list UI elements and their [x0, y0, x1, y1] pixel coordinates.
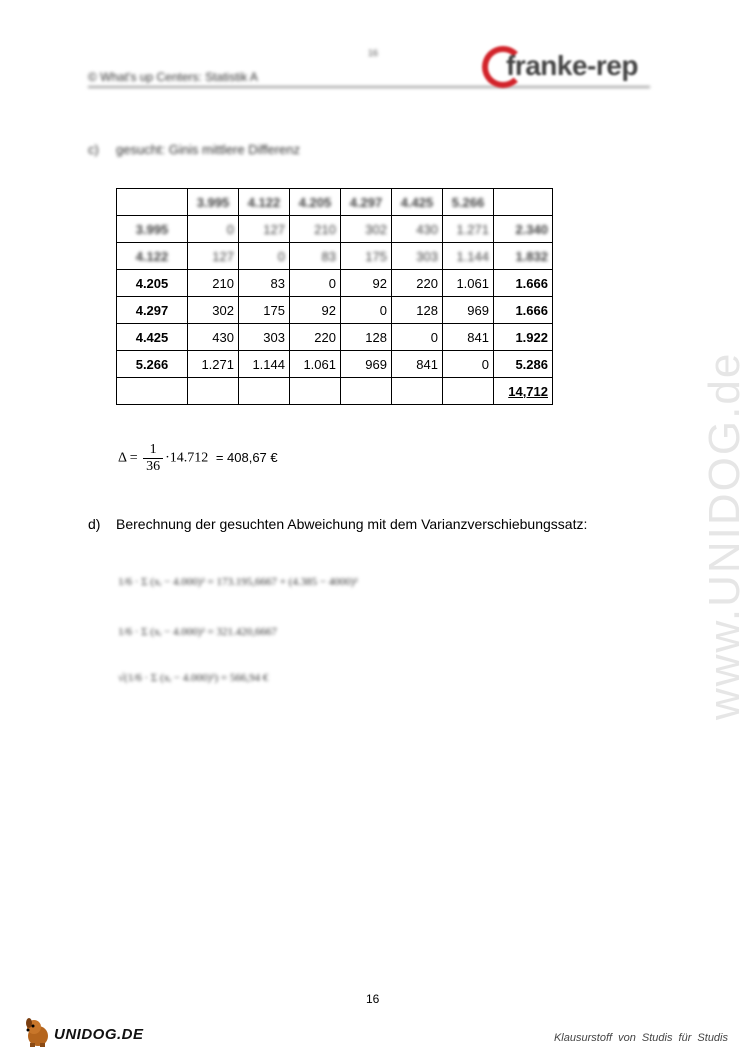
empty-cell: [290, 378, 341, 405]
std-deviation-formula: √(1/6 · Σ (xᵢ − 4.000)²) = 566,94 €: [118, 672, 269, 684]
table-cell: 430: [188, 324, 239, 351]
section-c-heading: [88, 142, 300, 157]
section-d-text: Berechnung der gesuchten Abweichung mit dem Varianzverschiebungssatz:: [116, 516, 588, 532]
row-header: 4.297: [117, 297, 188, 324]
fraction-denominator: 36: [146, 459, 161, 474]
delta-result: = 408,67 €: [215, 449, 278, 465]
row-header: 5.266: [117, 351, 188, 378]
table-cell: 841: [392, 351, 443, 378]
delta-multiplier: ·14.712: [165, 450, 209, 466]
table-cell: 969: [341, 351, 392, 378]
table-cell: 1.061: [443, 270, 494, 297]
dog-mascot-icon: [24, 1016, 52, 1048]
row-header: 4.122: [117, 243, 188, 270]
grand-total: 14,712: [508, 383, 548, 399]
table-cell: 303: [392, 243, 443, 270]
section-c-label: c): [88, 142, 99, 157]
empty-cell: [341, 378, 392, 405]
table-cell: 220: [290, 324, 341, 351]
franke-rep-logo: [482, 46, 652, 86]
table-row: [117, 297, 553, 324]
header-page-number: 16: [368, 48, 379, 58]
col-header: 4.297: [341, 189, 392, 216]
table-cell: 0: [341, 297, 392, 324]
table-cell: 1.144: [239, 351, 290, 378]
logo-text: franke-rep: [506, 50, 638, 81]
unidog-watermark: www.UNIDOG.de: [700, 351, 749, 720]
table-cell: 1.271: [188, 351, 239, 378]
fraction: [143, 442, 163, 475]
table-cell: 303: [239, 324, 290, 351]
footer-tagline: Klausurstoff von Studis für Studis: [553, 1032, 728, 1044]
table-cell: 127: [239, 216, 290, 243]
table-row: [117, 243, 553, 270]
empty-cell: [239, 378, 290, 405]
table-cell: 128: [392, 297, 443, 324]
row-header: 4.425: [117, 324, 188, 351]
row-sum: 5.286: [494, 351, 553, 378]
table-cell: 0: [239, 243, 290, 270]
table-cell: 0: [290, 270, 341, 297]
footer-page-number: 16: [366, 992, 380, 1006]
row-header: 3.995: [117, 216, 188, 243]
col-header: 4.205: [290, 189, 341, 216]
table-cell: 220: [392, 270, 443, 297]
table-cell: 0: [443, 351, 494, 378]
gini-difference-table: [116, 188, 553, 405]
empty-cell: [188, 378, 239, 405]
table-cell: 1.061: [290, 351, 341, 378]
col-header: 3.995: [188, 189, 239, 216]
table-row: [117, 324, 553, 351]
row-sum: 1.666: [494, 270, 553, 297]
unidog-logo: [24, 1016, 154, 1050]
table-row: [117, 351, 553, 378]
table-cell: 1.144: [443, 243, 494, 270]
table-row: [117, 270, 553, 297]
empty-cell: [443, 378, 494, 405]
header-title: © What's up Centers: Statistik A: [88, 70, 258, 84]
empty-cell: [392, 378, 443, 405]
table-total-row: [117, 378, 553, 405]
variance-formula-1: 1/6 · Σ (xᵢ − 4.000)² = 173.195,6667 + (4.385 − 4000)²: [118, 576, 358, 588]
table-cell: 430: [392, 216, 443, 243]
table-cell: 1.271: [443, 216, 494, 243]
col-header: 4.122: [239, 189, 290, 216]
table-header-row: [117, 189, 553, 216]
sum-header-cell: [494, 189, 553, 216]
table-cell: 92: [341, 270, 392, 297]
table-cell: 175: [239, 297, 290, 324]
table-cell: 127: [188, 243, 239, 270]
section-d-label: d): [88, 516, 101, 532]
row-header: 4.205: [117, 270, 188, 297]
table-cell: 210: [188, 270, 239, 297]
variance-formula-2: 1/6 · Σ (xᵢ − 4.000)² = 321.420,6667: [118, 626, 277, 638]
table-cell: 0: [188, 216, 239, 243]
delta-symbol: Δ =: [118, 450, 138, 466]
table-cell: 83: [290, 243, 341, 270]
table-cell: 175: [341, 243, 392, 270]
table-row: [117, 216, 553, 243]
table-cell: 0: [392, 324, 443, 351]
table-cell: 92: [290, 297, 341, 324]
table-cell: 83: [239, 270, 290, 297]
table-corner-cell: [117, 189, 188, 216]
table-cell: 302: [188, 297, 239, 324]
header-divider: [88, 86, 650, 88]
table-cell: 302: [341, 216, 392, 243]
table-cell: 841: [443, 324, 494, 351]
table-cell: 128: [341, 324, 392, 351]
row-sum: 1.922: [494, 324, 553, 351]
table-cell: 210: [290, 216, 341, 243]
col-header: 4.425: [392, 189, 443, 216]
delta-formula: [118, 442, 278, 475]
fraction-numerator: 1: [143, 442, 163, 459]
table-cell: 969: [443, 297, 494, 324]
total-cell: [494, 378, 553, 405]
unidog-logo-text: UNIDOG.DE: [54, 1026, 144, 1043]
row-sum: 1.832: [494, 243, 553, 270]
row-sum: 1.666: [494, 297, 553, 324]
col-header: 5.266: [443, 189, 494, 216]
section-d-heading: [88, 516, 587, 532]
empty-cell: [117, 378, 188, 405]
row-sum: 2.340: [494, 216, 553, 243]
section-c-text: gesucht: Ginis mittlere Differenz: [116, 142, 300, 157]
